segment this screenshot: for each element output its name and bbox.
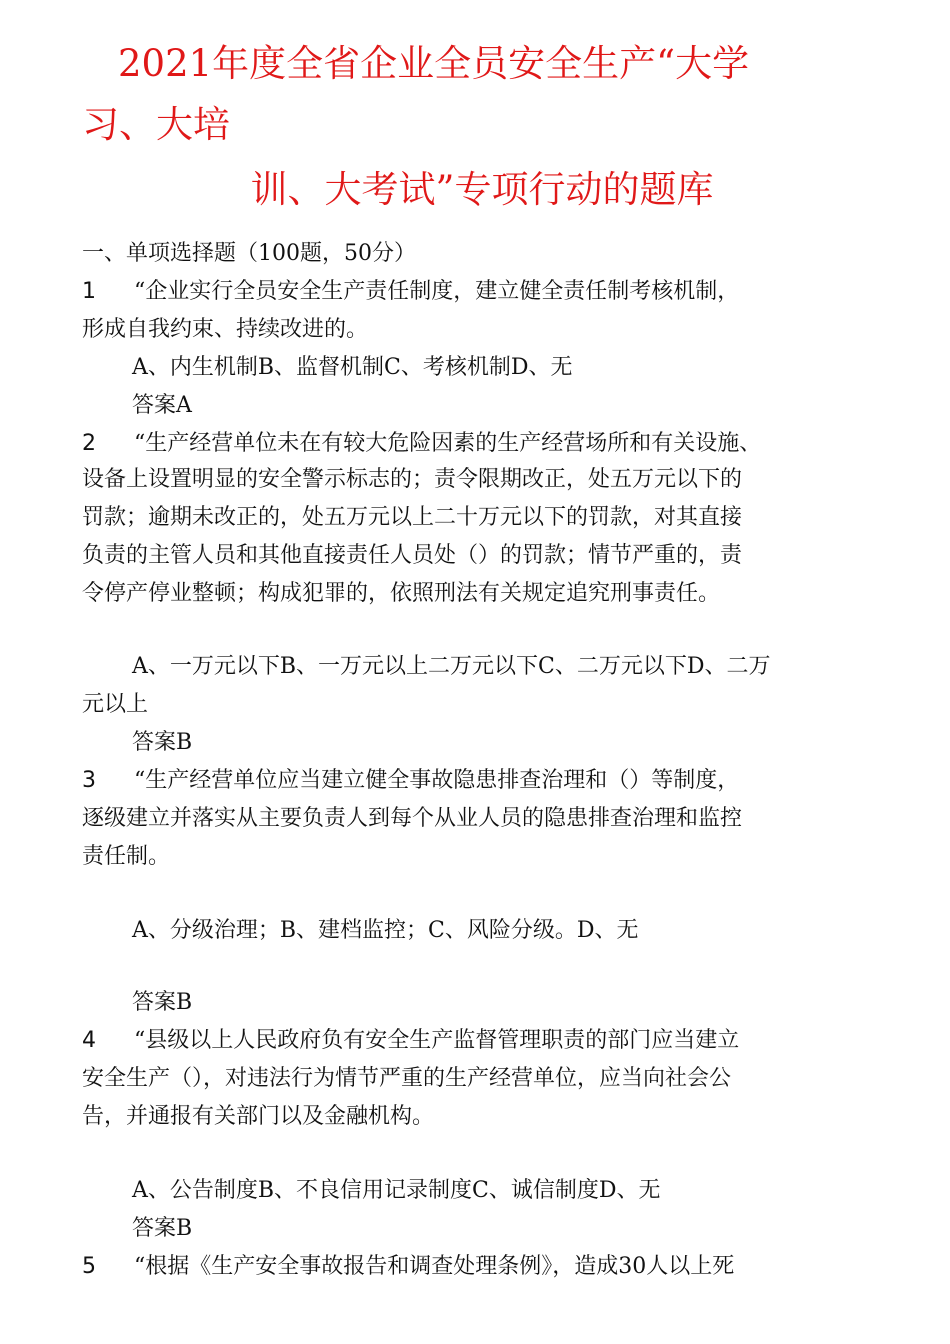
question-1-answer: 答案A: [132, 393, 192, 418]
question-3-stem-line-1: [82, 762, 872, 800]
question-2-stem-line-1: [82, 425, 872, 463]
question-stem-text: “根据《生产安全事故报告和调查处理条例》，造成30人以上死: [134, 1254, 735, 1279]
question-2-stem-line-3: 罚款；逾期未改正的，处五万元以上二十万元以下的罚款，对其直接: [82, 505, 743, 530]
question-stem-text: “生产经营单位未在有较大危险因素的生产经营场所和有关设施、: [134, 431, 762, 456]
question-3-options: A、分级治理；B、建档监控；C、风险分级。D、无: [132, 918, 639, 943]
question-1-options: A、内生机制B、监督机制C、考核机制D、无: [132, 355, 573, 380]
question-2-stem-line-2: 设备上设置明显的安全警示标志的；责令限期改正，处五万元以下的: [82, 467, 743, 492]
question-2-stem-line-4: 负责的主管人员和其他直接责任人员处（）的罚款；情节严重的，责: [82, 543, 743, 568]
question-number: 5: [82, 1254, 96, 1279]
document-title-line-3: 训、大考试”专项行动的题库: [250, 168, 714, 211]
question-1-stem-line-1: [82, 273, 872, 311]
question-3-stem-line-3: 责任制。: [82, 844, 171, 869]
question-stem-text: “生产经营单位应当建立健全事故隐患排查治理和（）等制度，: [134, 768, 740, 793]
question-5-stem-line-1: [82, 1248, 872, 1286]
question-2-options-line-1: A、一万元以下B、一万元以上二万元以下C、二万元以下D、二万: [132, 654, 771, 679]
question-number: 2: [82, 431, 96, 456]
question-4-options: A、公告制度B、不良信用记录制度C、诚信制度D、无: [132, 1178, 661, 1203]
question-stem-text: “企业实行全员安全生产责任制度，建立健全责任制考核机制，: [134, 279, 740, 304]
question-4-answer: 答案B: [132, 1216, 193, 1241]
document-title-line-1: 2021年度全省企业全员安全生产“大学: [118, 42, 750, 85]
question-1-stem-line-2: 形成自我约束、持续改进的。: [82, 317, 369, 342]
question-4-stem-line-3: 告，并通报有关部门以及金融机构。: [82, 1104, 435, 1129]
question-3-stem-line-2: 逐级建立并落实从主要负责人到每个从业人员的隐患排查治理和监控: [82, 806, 743, 831]
question-4-stem-line-1: [82, 1022, 872, 1060]
question-2-answer: 答案B: [132, 730, 193, 755]
question-number: 4: [82, 1028, 96, 1053]
section-heading: 一、单项选择题（100题，50分）: [82, 241, 416, 266]
question-2-stem-line-5: 令停产停业整顿；构成犯罪的，依照刑法有关规定追究刑事责任。: [82, 581, 721, 606]
question-2-options-line-2: 元以上: [82, 692, 149, 717]
question-number: 3: [82, 768, 96, 793]
question-4-stem-line-2: 安全生产（），对违法行为情节严重的生产经营单位，应当向社会公: [82, 1066, 732, 1091]
question-stem-text: “县级以上人民政府负有安全生产监督管理职责的部门应当建立: [134, 1028, 740, 1053]
question-3-answer: 答案B: [132, 990, 193, 1015]
document-title-line-2: 习、大培: [82, 103, 230, 146]
question-number: 1: [82, 279, 96, 304]
